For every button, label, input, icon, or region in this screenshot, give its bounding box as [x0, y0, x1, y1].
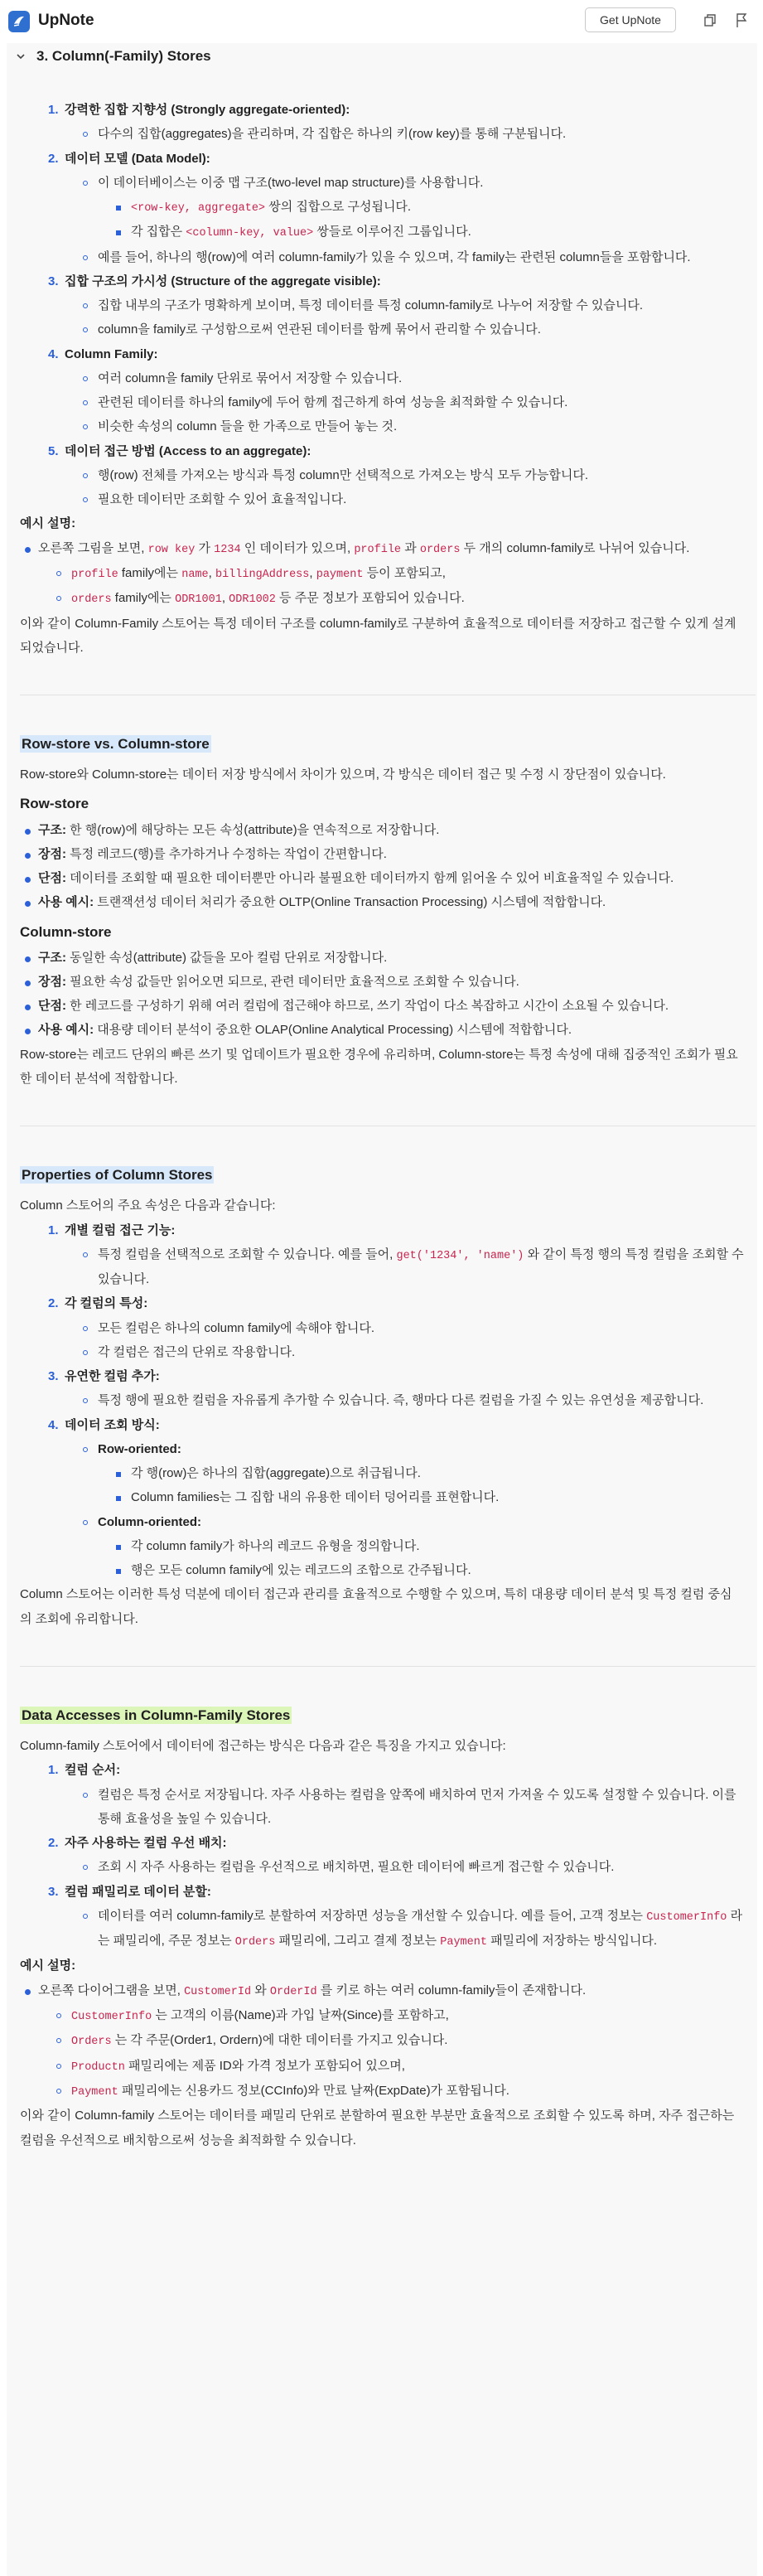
list-item: 관련된 데이터를 하나의 family에 두어 함께 접근하게 하여 성능을 최적화할 수 있습니다. [83, 390, 744, 414]
list-item: 각 컬럼은 접근의 단위로 작용합니다. [83, 1340, 744, 1364]
toggle-header[interactable] [15, 48, 211, 65]
top-bar [0, 0, 763, 43]
list-item: 2. 자주 사용하는 컬럼 우선 배치: 조회 시 자주 사용하는 컬럼을 우선적으로 배치하면, 필요한 데이터에 빠르게 접근할 수 있습니다. [48, 1831, 744, 1880]
list-item: 이 데이터베이스는 이중 맵 구조(two-level map structure)를 사용합니다. <row-key, aggregate> 쌍의 집합으로 구성됩니다. 각 집합은 <column-key, value> 쌍들로 이루어진 그룹입니다. [83, 171, 744, 245]
list-item: 여러 column을 family 단위로 묶어서 저장할 수 있습니다. [83, 366, 744, 390]
list-item: 3. 유연한 컬럼 추가: 특정 행에 필요한 컬럼을 자유롭게 추가할 수 있습니다. 즉, 행마다 다른 컬럼을 가질 수 있는 유연성을 제공합니다. [48, 1364, 744, 1413]
list-item: 구조: 동일한 속성(attribute) 값들을 모아 컬럼 단위로 저장합니다. [20, 946, 744, 970]
section-heading: Row-store vs. Column-store [22, 736, 210, 753]
list-item: Column families는 그 집합 내의 유용한 데이터 덩어리를 표현합니다. [116, 1485, 744, 1509]
note-content [20, 98, 744, 2152]
list-item: 단점: 데이터를 조회할 때 필요한 데이터뿐만 아니라 불필요한 데이터까지 함께 읽어올 수 있어 비효율적일 수 있습니다. [20, 866, 744, 890]
example-label: 예시 설명: [20, 1959, 76, 1973]
list-item: 필요한 데이터만 조회할 수 있어 효율적입니다. [83, 487, 744, 511]
column-store-title: Column-store [20, 923, 112, 940]
section-heading: Data Accesses in Column-Family Stores [22, 1707, 291, 1723]
list-item: 1. 개별 컬럼 접근 기능: 특정 컬럼을 선택적으로 조회할 수 있습니다. 예를 들어, get('1234', 'name') 와 같이 특정 행의 특정 컬럼을 조회할 수 있습니다. [48, 1218, 744, 1292]
section-conclusion: 이와 같이 Column-family 스토어는 데이터를 패밀리 단위로 분할하여 필요한 부분만 효율적으로 조회할 수 있도록 하며, 자주 접근하는 컬럼을 우선적으로 배치함으로써 성능을 최적화할 수 있습니다. [20, 2109, 735, 2147]
list-item: column을 family로 구성함으로써 연관된 데이터를 함께 묶어서 관리할 수 있습니다. [83, 317, 744, 341]
list-item: 사용 예시: 대용량 데이터 분석이 중요한 OLAP(Online Analytical Processing) 시스템에 적합합니다. [20, 1018, 744, 1042]
section-heading: Properties of Column Stores [22, 1167, 213, 1184]
section-intro: Row-store와 Column-store는 데이터 저장 방식에서 차이가 있으며, 각 방식은 데이터 접근 및 수정 시 장단점이 있습니다. [20, 767, 666, 782]
list-item: 3. 컬럼 패밀리로 데이터 분할: 데이터를 여러 column-family로 분할하여 저장하면 성능을 개선할 수 있습니다. 예를 들어, 고객 정보는 CustomerInfo 라는 패밀리에, 주문 정보는 Orders 패밀리에, 그리고 결제 정보는 Payment 패밀리에 저장하는 방식입니다. [48, 1880, 744, 1954]
list-item: 3. 집합 구조의 가시성 (Structure of the aggregate visible): 집합 내부의 구조가 명확하게 보이며, 특정 데이터를 특정 column-family로 나누어 저장할 수 있습니다. column을 family로 구성함으로써 연관된 데이터를 함께 묶어서 관리할 수 있습니다. [48, 269, 744, 342]
flag-icon[interactable] [732, 12, 751, 30]
example-label: 예시 설명: [20, 516, 76, 531]
list-item: 모든 컬럼은 하나의 column family에 속해야 합니다. [83, 1316, 744, 1340]
list-item: Orders 는 각 주문(Order1, Ordern)에 대한 데이터를 가지고 있습니다. [56, 2028, 744, 2053]
list-item: 집합 내부의 구조가 명확하게 보이며, 특정 데이터를 특정 column-family로 나누어 저장할 수 있습니다. [83, 293, 744, 317]
list-item: 2. 각 컬럼의 특성: 모든 컬럼은 하나의 column family에 속해야 합니다. 각 컬럼은 접근의 단위로 작용합니다. [48, 1291, 744, 1364]
row-store-title: Row-store [20, 796, 89, 812]
get-upnote-button[interactable]: Get UpNote [585, 7, 676, 32]
toggle-title: 3. Column(-Family) Stores [36, 48, 211, 64]
copy-icon[interactable] [701, 12, 719, 30]
list-item: 행(row) 전체를 가져오는 방식과 특정 column만 선택적으로 가져오는 방식 모두 가능합니다. [83, 463, 744, 487]
list-item: 4. Column Family: 여러 column을 family 단위로 묶어서 저장할 수 있습니다. 관련된 데이터를 하나의 family에 두어 함께 접근하게 하여 성능을 최적화할 수 있습니다. 비슷한 속성의 column 들을 한 가족으로 만들어 놓는 것. [48, 342, 744, 439]
divider [20, 1666, 756, 1667]
section-conclusion: Column 스토어는 이러한 특성 덕분에 데이터 접근과 관리를 효율적으로 수행할 수 있으며, 특히 대용량 데이터 분석 및 특정 컬럼 중심의 조회에 유리합니다. [20, 1587, 732, 1626]
list-item: 1. 강력한 집합 지향성 (Strongly aggregate-oriented): 다수의 집합(aggregates)을 관리하며, 각 집합은 하나의 키(row key)를 통해 구분됩니다. [48, 98, 744, 147]
section-intro: Column 스토어의 주요 속성은 다음과 같습니다: [20, 1198, 276, 1213]
upnote-logo-icon[interactable] [8, 11, 30, 32]
list-item: 단점: 한 레코드를 구성하기 위해 여러 컬럼에 접근해야 하므로, 쓰기 작업이 다소 복잡하고 시간이 소요될 수 있습니다. [20, 994, 744, 1018]
list-item: orders family에는 ODR1001, ODR1002 등 주문 정보가 포함되어 있습니다. [56, 586, 744, 611]
list-item: 컬럼은 특정 순서로 저장됩니다. 자주 사용하는 컬럼을 앞쪽에 배치하여 먼저 가져올 수 있도록 설정할 수 있습니다. 이를 통해 효율성을 높일 수 있습니다. [83, 1783, 744, 1832]
list-item: 특정 행에 필요한 컬럼을 자유롭게 추가할 수 있습니다. 즉, 행마다 다른 컬럼을 가질 수 있는 유연성을 제공합니다. [83, 1388, 744, 1412]
list-item: 데이터를 여러 column-family로 분할하여 저장하면 성능을 개선할 수 있습니다. 예를 들어, 고객 정보는 CustomerInfo 라는 패밀리에, 주문 정보는 Orders 패밀리에, 그리고 결제 정보는 Payment 패밀리에 저장하는 방식입니다. [83, 1904, 744, 1954]
list-item: 5. 데이터 접근 방법 (Access to an aggregate): 행(row) 전체를 가져오는 방식과 특정 column만 선택적으로 가져오는 방식 모두 가능합니다. 필요한 데이터만 조회할 수 있어 효율적입니다. [48, 439, 744, 512]
list-item: 각 column family가 하나의 레코드 유형을 정의합니다. [116, 1534, 744, 1558]
section-intro: Column-family 스토어에서 데이터에 접근하는 방식은 다음과 같은 특징을 가지고 있습니다: [20, 1739, 506, 1754]
list-item: 4. 데이터 조회 방식: Row-oriented: 각 행(row)은 하나의 집합(aggregate)으로 취급됩니다. Column families는 그 집합 내의 유용한 데이터 덩어리를 표현합니다. Column-oriented: 각 column family가 하나의 레코드 유형을 정의합니다. 행은 모든 column family에 있는 레코드의 조합으로 간주됩니다. [48, 1413, 744, 1583]
list-item: 각 집합은 <column-key, value> 쌍들로 이루어진 그룹입니다. [116, 220, 744, 245]
list-item: 특정 컬럼을 선택적으로 조회할 수 있습니다. 예를 들어, get('1234', 'name') 와 같이 특정 행의 특정 컬럼을 조회할 수 있습니다. [83, 1242, 744, 1292]
app-name: UpNote [38, 12, 94, 29]
list-item: 구조: 한 행(row)에 해당하는 모든 속성(attribute)을 연속적으로 저장합니다. [20, 818, 744, 842]
section-conclusion: Row-store는 레코드 단위의 빠른 쓰기 및 업데이트가 필요한 경우에 유리하며, Column-store는 특정 속성에 대해 집중적인 조회가 필요한 데이터 분석에 적합합니다. [20, 1047, 738, 1086]
list-item: 각 행(row)은 하나의 집합(aggregate)으로 취급됩니다. [116, 1461, 744, 1485]
list-item: 사용 예시: 트랜잭션성 데이터 처리가 중요한 OLTP(Online Transaction Processing) 시스템에 적합합니다. [20, 890, 744, 914]
list-item: <row-key, aggregate> 쌍의 집합으로 구성됩니다. [116, 195, 744, 220]
chevron-down-icon[interactable] [15, 51, 27, 62]
list-item: Column-oriented: 각 column family가 하나의 레코드 유형을 정의합니다. 행은 모든 column family에 있는 레코드의 조합으로 간주됩니다. [83, 1510, 744, 1583]
list-item: 1. 컬럼 순서: 컬럼은 특정 순서로 저장됩니다. 자주 사용하는 컬럼을 앞쪽에 배치하여 먼저 가져올 수 있도록 설정할 수 있습니다. 이를 통해 효율성을 높일 수 있습니다. [48, 1758, 744, 1831]
aggregate-properties-list [31, 98, 744, 511]
list-item: 오른쪽 다이어그램을 보면, CustomerId 와 OrderId 를 키로 하는 여러 column-family들이 존재합니다. CustomerInfo 는 고객의 이름(Name)과 가입 날짜(Since)를 포함하고, Orders 는 각 주문(Order1, Ordern)에 대한 데이터를 가지고 있습니다. Productn 패밀리에는 제품 ID와 가격 정보가 포함되어 있으며, Payment 패밀리에는 신용카드 정보(CCInfo)와 만료 날짜(ExpDate)가 포함됩니다. [20, 1978, 744, 2104]
list-item: 다수의 집합(aggregates)을 관리하며, 각 집합은 하나의 키(row key)를 통해 구분됩니다. [83, 122, 744, 146]
list-item: Productn 패밀리에는 제품 ID와 가격 정보가 포함되어 있으며, [56, 2054, 744, 2079]
list-item: 장점: 특정 레코드(행)를 추가하거나 수정하는 작업이 간편합니다. [20, 842, 744, 866]
list-item: Row-oriented: 각 행(row)은 하나의 집합(aggregate)으로 취급됩니다. Column families는 그 집합 내의 유용한 데이터 덩어리를 표현합니다. [83, 1437, 744, 1510]
list-item: 오른쪽 그림을 보면, row key 가 1234 인 데이터가 있으며, profile 과 orders 두 개의 column-family로 나뉘어 있습니다. profile family에는 name, billingAddress, payment 등이 포함되고, orders family에는 ODR1001, ODR1002 등 주문 정보가 포함되어 있습니다. [20, 536, 744, 612]
list-item: 비슷한 속성의 column 들을 한 가족으로 만들어 놓는 것. [83, 414, 744, 438]
list-item: CustomerInfo 는 고객의 이름(Name)과 가입 날짜(Since)를 포함하고, [56, 2003, 744, 2028]
list-item: profile family에는 name, billingAddress, payment 등이 포함되고, [56, 561, 744, 586]
list-item: Payment 패밀리에는 신용카드 정보(CCInfo)와 만료 날짜(ExpDate)가 포함됩니다. [56, 2079, 744, 2104]
section-conclusion: 이와 같이 Column-Family 스토어는 특정 데이터 구조를 column-family로 구분하여 효율적으로 데이터를 저장하고 접근할 수 있게 설계되었습니다. [20, 616, 736, 655]
list-item: 2. 데이터 모델 (Data Model): 이 데이터베이스는 이중 맵 구조(two-level map structure)를 사용합니다. <row-key, aggregate> 쌍의 집합으로 구성됩니다. 각 집합은 <column-key, value> 쌍들로 이루어진 그룹입니다. 예를 들어, 하나의 행(row)에 여러 column-family가 있을 수 있으며, 각 family는 관련된 column들을 포함합니다. [48, 147, 744, 269]
list-item: 행은 모든 column family에 있는 레코드의 조합으로 간주됩니다. [116, 1558, 744, 1582]
list-item: 장점: 필요한 속성 값들만 읽어오면 되므로, 관련 데이터만 효율적으로 조회할 수 있습니다. [20, 970, 744, 994]
list-item: 예를 들어, 하나의 행(row)에 여러 column-family가 있을 수 있으며, 각 family는 관련된 column들을 포함합니다. [83, 245, 744, 269]
list-item: 조회 시 자주 사용하는 컬럼을 우선적으로 배치하면, 필요한 데이터에 빠르게 접근할 수 있습니다. [83, 1855, 744, 1879]
